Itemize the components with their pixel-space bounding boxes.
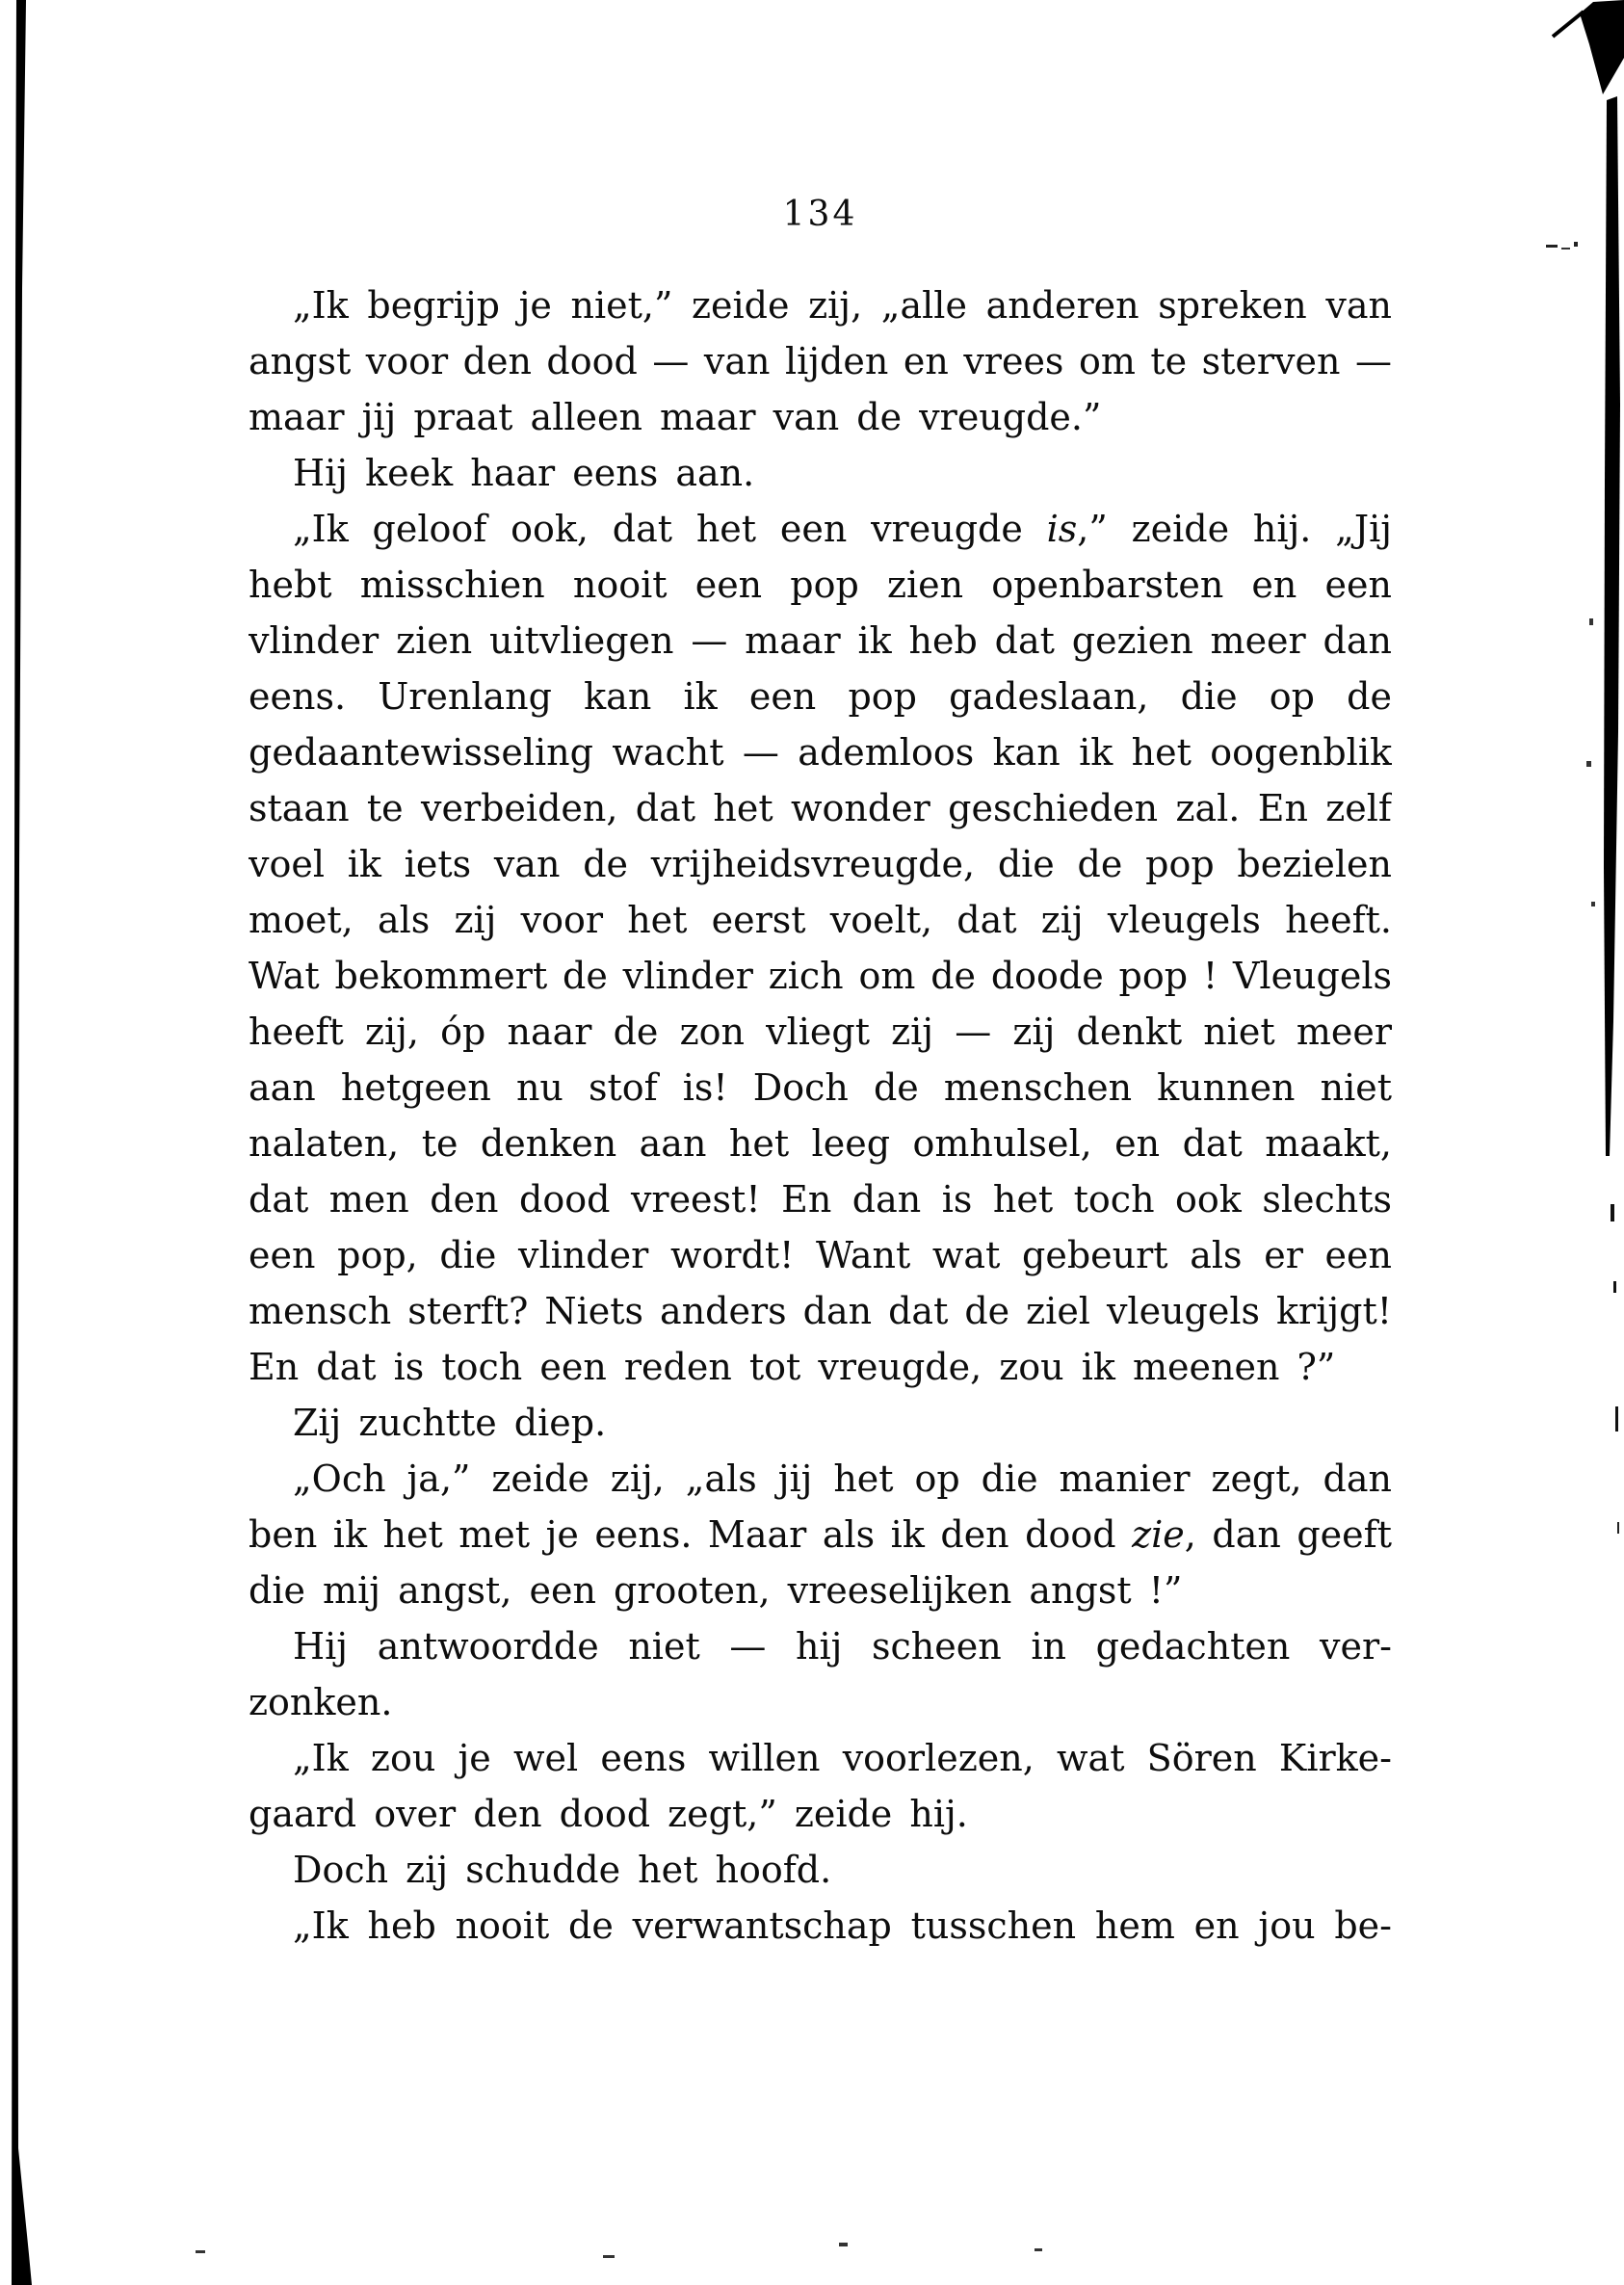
margin-speck <box>1561 248 1570 250</box>
dust-speck <box>1035 2248 1042 2251</box>
text-line: Zij zuchtte diep. <box>293 1402 607 1444</box>
text-line: angst voor den dood — van lijden en vrees om te sterven — <box>249 340 1392 382</box>
text-line: En dat is toch een reden tot vreugde, zou ik meenen ?” <box>249 1346 1336 1388</box>
text-line: heeft zij, óp naar de zon vliegt zij — zij denkt niet meer <box>249 1011 1392 1053</box>
text-line: „Och ja,” zeide zij, „als jij het op die manier zegt, dan <box>293 1458 1392 1500</box>
page-number: 134 <box>782 195 858 234</box>
right-edge-speck <box>1613 1281 1616 1293</box>
text-line: Wat bekommert de vlinder zich om de doode pop ! Vleugels <box>249 955 1392 997</box>
text-line: aan hetgeen nu stof is! Doch de menschen kunnen niet <box>249 1066 1392 1109</box>
left-binding-bar <box>12 0 32 2285</box>
margin-speck <box>1589 618 1593 625</box>
margin-speck <box>1586 761 1591 767</box>
right-edge-speck <box>1615 1406 1618 1431</box>
right-edge-speck <box>1617 1522 1619 1534</box>
text-line: „Ik heb nooit de verwantschap tusschen hem en jou be- <box>293 1904 1392 1947</box>
margin-speck <box>1591 902 1595 906</box>
dust-speck <box>839 2243 848 2246</box>
dust-speck <box>603 2255 615 2258</box>
text-line: maar jij praat alleen maar van de vreugde.” <box>249 396 1102 438</box>
text-line: ben ik het met je eens. Maar als ik den dood zie, dan geeft <box>249 1513 1392 1556</box>
text-line: mensch sterft? Niets anders dan dat de ziel vleugels krijgt! <box>249 1290 1392 1332</box>
text-line: een pop, die vlinder wordt! Want wat gebeurt als er een <box>249 1234 1392 1276</box>
text-line: „Ik begrijp je niet,” zeide zij, „alle anderen spreken van <box>293 284 1392 327</box>
text-line: gedaantewisseling wacht — ademloos kan ik het oogenblik <box>249 731 1392 774</box>
text-line: dat men den dood vreest! En dan is het toch ook slechts <box>249 1178 1392 1221</box>
text-line: staan te verbeiden, dat het wonder geschieden zal. En zelf <box>249 787 1392 829</box>
top-right-ink-blob <box>1580 0 1624 94</box>
text-line: zonken. <box>249 1681 393 1723</box>
text-line: Hij antwoordde niet — hij scheen in gedachten ver- <box>293 1625 1392 1668</box>
text-line: die mij angst, een grooten, vreeselijken angst !” <box>249 1569 1183 1612</box>
text-line: moet, als zij voor het eerst voelt, dat zij vleugels heeft. <box>249 899 1392 941</box>
dust-speck <box>196 2250 205 2253</box>
right-edge-speck <box>1611 1204 1614 1221</box>
text-line: gaard over den dood zegt,” zeide hij. <box>249 1793 968 1835</box>
text-line: hebt misschien nooit een pop zien openbarsten en een <box>249 564 1392 606</box>
text-block <box>249 277 1392 1954</box>
text-line: „Ik zou je wel eens willen voorlezen, wat Sören Kirke- <box>293 1737 1392 1779</box>
text-line: voel ik iets van de vrijheidsvreugde, die de pop bezielen <box>249 843 1392 885</box>
text-line: vlinder zien uitvliegen — maar ik heb dat gezien meer dan <box>249 619 1392 662</box>
margin-speck <box>1574 242 1578 247</box>
text-line: Hij keek haar eens aan. <box>293 452 755 494</box>
text-line: „Ik geloof ook, dat het een vreugde is,” zeide hij. „Jij <box>293 508 1392 550</box>
right-edge-strip <box>1604 96 1620 1156</box>
top-right-ink-tail <box>1553 12 1584 37</box>
text-line: Doch zij schudde het hoofd. <box>293 1849 832 1891</box>
text-line: eens. Urenlang kan ik een pop gadeslaan, die op de <box>249 675 1392 718</box>
text-line: nalaten, te denken aan het leeg omhulsel, en dat maakt, <box>249 1122 1392 1165</box>
margin-speck <box>1546 245 1558 248</box>
